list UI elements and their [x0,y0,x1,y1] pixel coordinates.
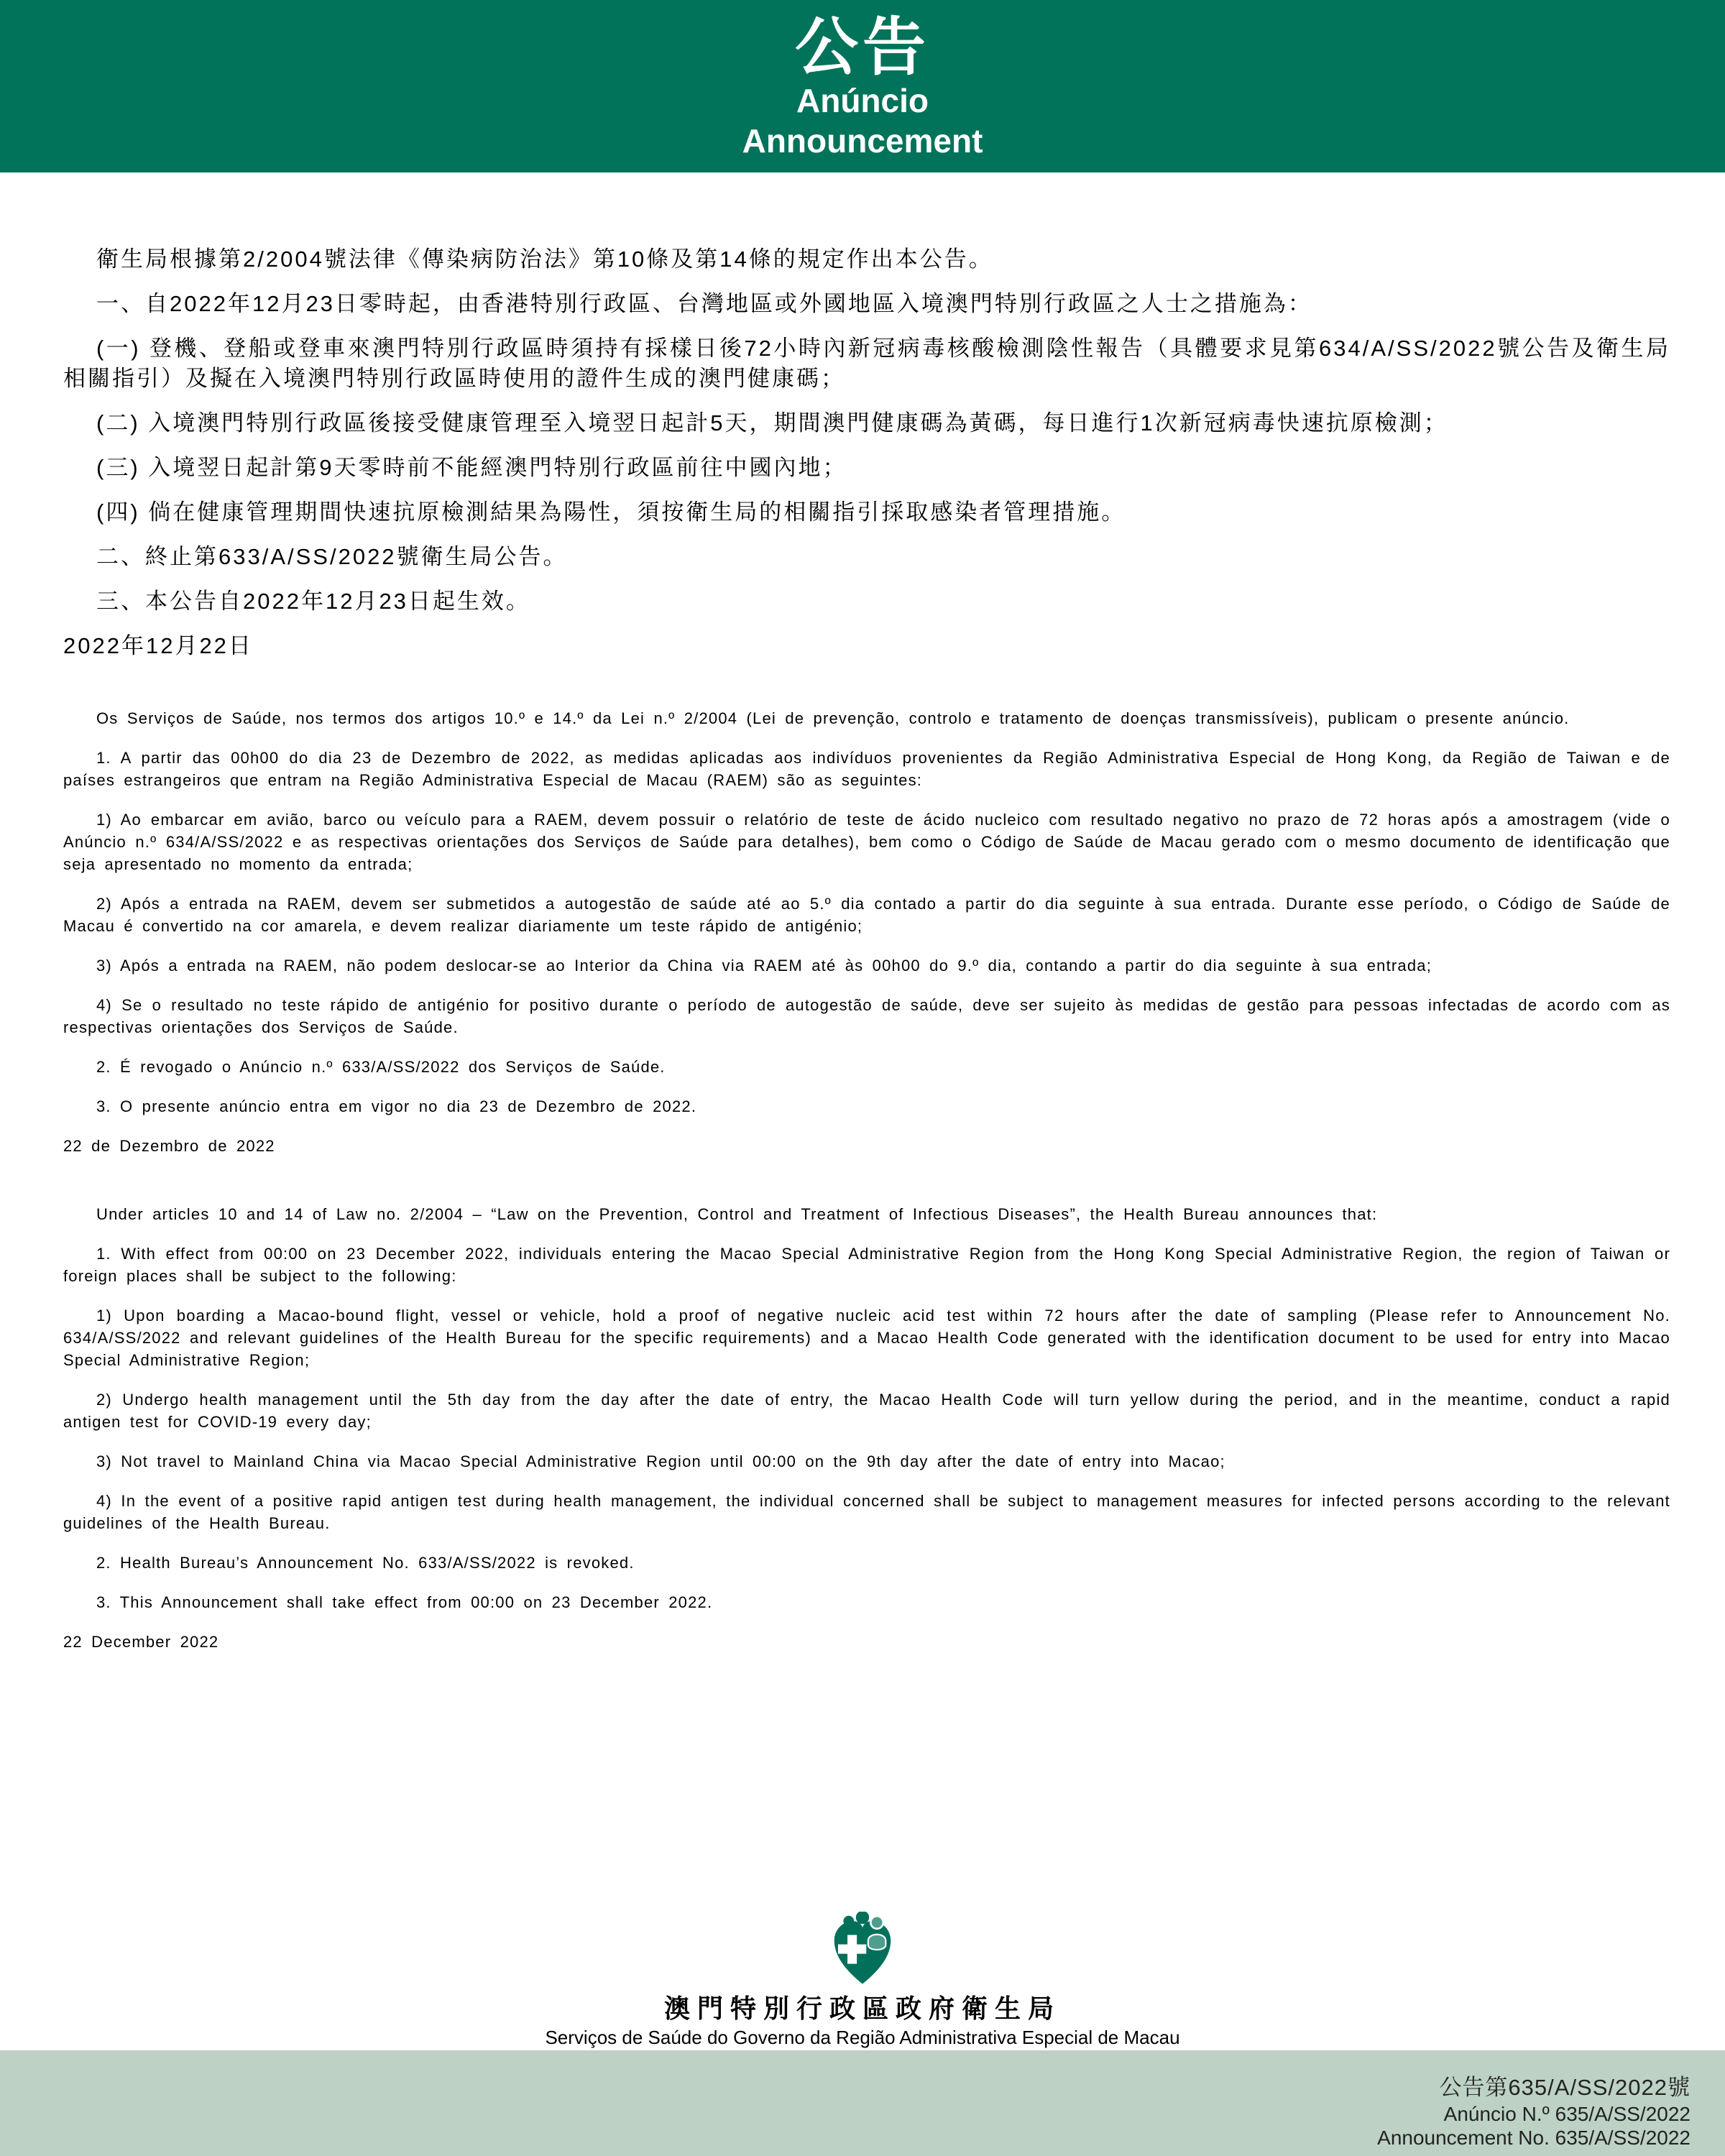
section-english [63,1203,1670,1653]
pt-paragraph: 2. É revogado o Anúncio n.º 633/A/SS/2022 dos Serviços de Saúde. [96,1058,666,1076]
header-banner [0,0,1725,172]
zh-paragraph: (三) 入境翌日起計第9天零時前不能經澳門特別行政區前往中國內地； [96,455,847,480]
pt-paragraph: 1. A partir das 00h00 do dia 23 de Dezembro de 2022, as medidas aplicadas aos indivíduos provenientes da Região Administrativa Especial de Hong Kong, da Região de Taiwan e de países estrangeiros que entram na Região Administrativa Especial de Macau (RAEM) são as seguintes: [63,749,1670,789]
zh-paragraph: 二、終止第633/A/SS/2022號衛生局公告。 [96,544,568,569]
page-title-chinese: 公告 [794,11,930,83]
en-paragraph: 4) In the event of a positive rapid antigen test during health management, the individual concerned shall be subject to management measures for infected persons according to the relevant guidelines of the Health Bureau. [63,1492,1670,1532]
zh-date-line: 2022年12月22日 [63,633,253,658]
pt-paragraph: 3) Após a entrada na RAEM, não podem deslocar-se ao Interior da China via RAEM até às 00h00 do 9.º dia, contando a partir do dia seguinte à sua entrada; [96,957,1432,975]
announcement-number-english: Announcement No. 635/A/SS/2022 [1377,2127,1690,2149]
zh-paragraph: 一、自2022年12月23日零時起，由香港特別行政區、台灣地區或外國地區入境澳門特別行政區之人士之措施為： [96,291,1312,316]
pt-paragraph: 4) Se o resultado no teste rápido de antigénio for positivo durante o período de autogestão de saúde, deve ser sujeito às medidas de gestão para pessoas infectadas de acordo com as respectivas orientações dos Serviços de Saúde. [63,996,1670,1036]
zh-paragraph: 三、本公告自2022年12月23日起生效。 [96,589,530,614]
page-title-english: Announcement [742,121,983,160]
announcement-number-chinese: 公告第635/A/SS/2022號 [1439,2075,1690,2100]
pt-paragraph: 1) Ao embarcar em avião, barco ou veículo para a RAEM, devem possuir o relatório de teste de ácido nucleico com resultado negativo no prazo de 72 horas após a amostragem (vide o Anúncio n.º 634/A/SS/2022 e as respectivas orientações dos Serviços de Saúde para detalhes), bem como o Código de Saúde de Macau gerado com o mesmo documento de identificação que seja apresentado no momento da entrada; [63,811,1670,873]
announcement-number-portuguese: Anúncio N.º 635/A/SS/2022 [1443,2103,1690,2125]
document-body [0,172,1725,1653]
pt-paragraph: 2) Após a entrada na RAEM, devem ser submetidos a autogestão de saúde até ao 5.º dia contado a partir do dia seguinte à sua entrada. Durante esse período, o Código de Saúde de Macau é convertido na cor amarela, e devem realizar diariamente um teste rápido de antigénio; [63,895,1670,935]
en-paragraph: 2. Health Bureau’s Announcement No. 633/A/SS/2022 is revoked. [96,1554,635,1572]
en-paragraph: 1) Upon boarding a Macao-bound flight, vessel or vehicle, hold a proof of negative nucleic acid test within 72 hours after the date of sampling (Please refer to Announcement No. 634/A/SS/2022 and relevant guidelines of the Health Bureau for the specific requirements) and a Macao Health Code generated with the identification document to be used for entry into Macao Special Administrative Region; [63,1307,1670,1369]
section-chinese [63,244,1670,661]
en-paragraph: 2) Undergo health management until the 5th day from the day after the date of entry, the Macao Health Code will turn yellow during the period, and in the meantime, conduct a rapid antigen test for COVID-19 every day; [63,1391,1670,1431]
en-paragraph: 3. This Announcement shall take effect from 00:00 on 23 December 2022. [96,1593,713,1611]
footer-bar [0,2050,1725,2156]
en-paragraph: 3) Not travel to Mainland China via Macao Special Administrative Region until 00:00 on the 9th day after the date of entry into Macao; [96,1452,1225,1470]
pt-paragraph: Os Serviços de Saúde, nos termos dos artigos 10.º e 14.º da Lei n.º 2/2004 (Lei de prevenção, controlo e tratamento de doenças transmissíveis), publicam o presente anúncio. [96,709,1570,727]
zh-paragraph: (二) 入境澳門特別行政區後接受健康管理至入境翌日起計5天，期間澳門健康碼為黃碼，每日進行1次新冠病毒快速抗原檢測； [96,410,1448,436]
zh-paragraph: (四) 倘在健康管理期間快速抗原檢測結果為陽性，須按衛生局的相關指引採取感染者管理措施。 [96,499,1126,525]
en-date-line: 22 December 2022 [63,1633,219,1651]
org-name-chinese: 澳門特別行政區政府衛生局 [663,1994,1061,2023]
footer-identity [0,1912,1725,2050]
page-title-portuguese: Anúncio [796,82,929,120]
pt-date-line: 22 de Dezembro de 2022 [63,1137,275,1155]
org-name-portuguese: Serviços de Saúde do Governo da Região Administrativa Especial de Macau [545,2027,1180,2048]
en-paragraph: 1. With effect from 00:00 on 23 December 2022, individuals entering the Macao Special Administrative Region from the Hong Kong Special Administrative Region, the region of Taiwan or foreign places shall be subject to the following: [63,1245,1670,1285]
pt-paragraph: 3. O presente anúncio entra em vigor no dia 23 de Dezembro de 2022. [96,1097,697,1115]
health-bureau-heart-logo-icon [828,1912,897,1987]
en-paragraph: Under articles 10 and 14 of Law no. 2/2004 – “Law on the Prevention, Control and Treatment of Infectious Diseases”, the Health Bureau announces that: [96,1205,1378,1223]
section-portuguese [63,707,1670,1157]
zh-paragraph: (一) 登機、登船或登車來澳門特別行政區時須持有採樣日後72小時內新冠病毒核酸檢測陰性報告（具體要求見第634/A/SS/2022號公告及衛生局相關指引）及擬在入境澳門特別行政區時使用的證件生成的澳門健康碼； [63,336,1670,391]
zh-paragraph: 衛生局根據第2/2004號法律《傳染病防治法》第10條及第14條的規定作出本公告。 [96,247,993,272]
